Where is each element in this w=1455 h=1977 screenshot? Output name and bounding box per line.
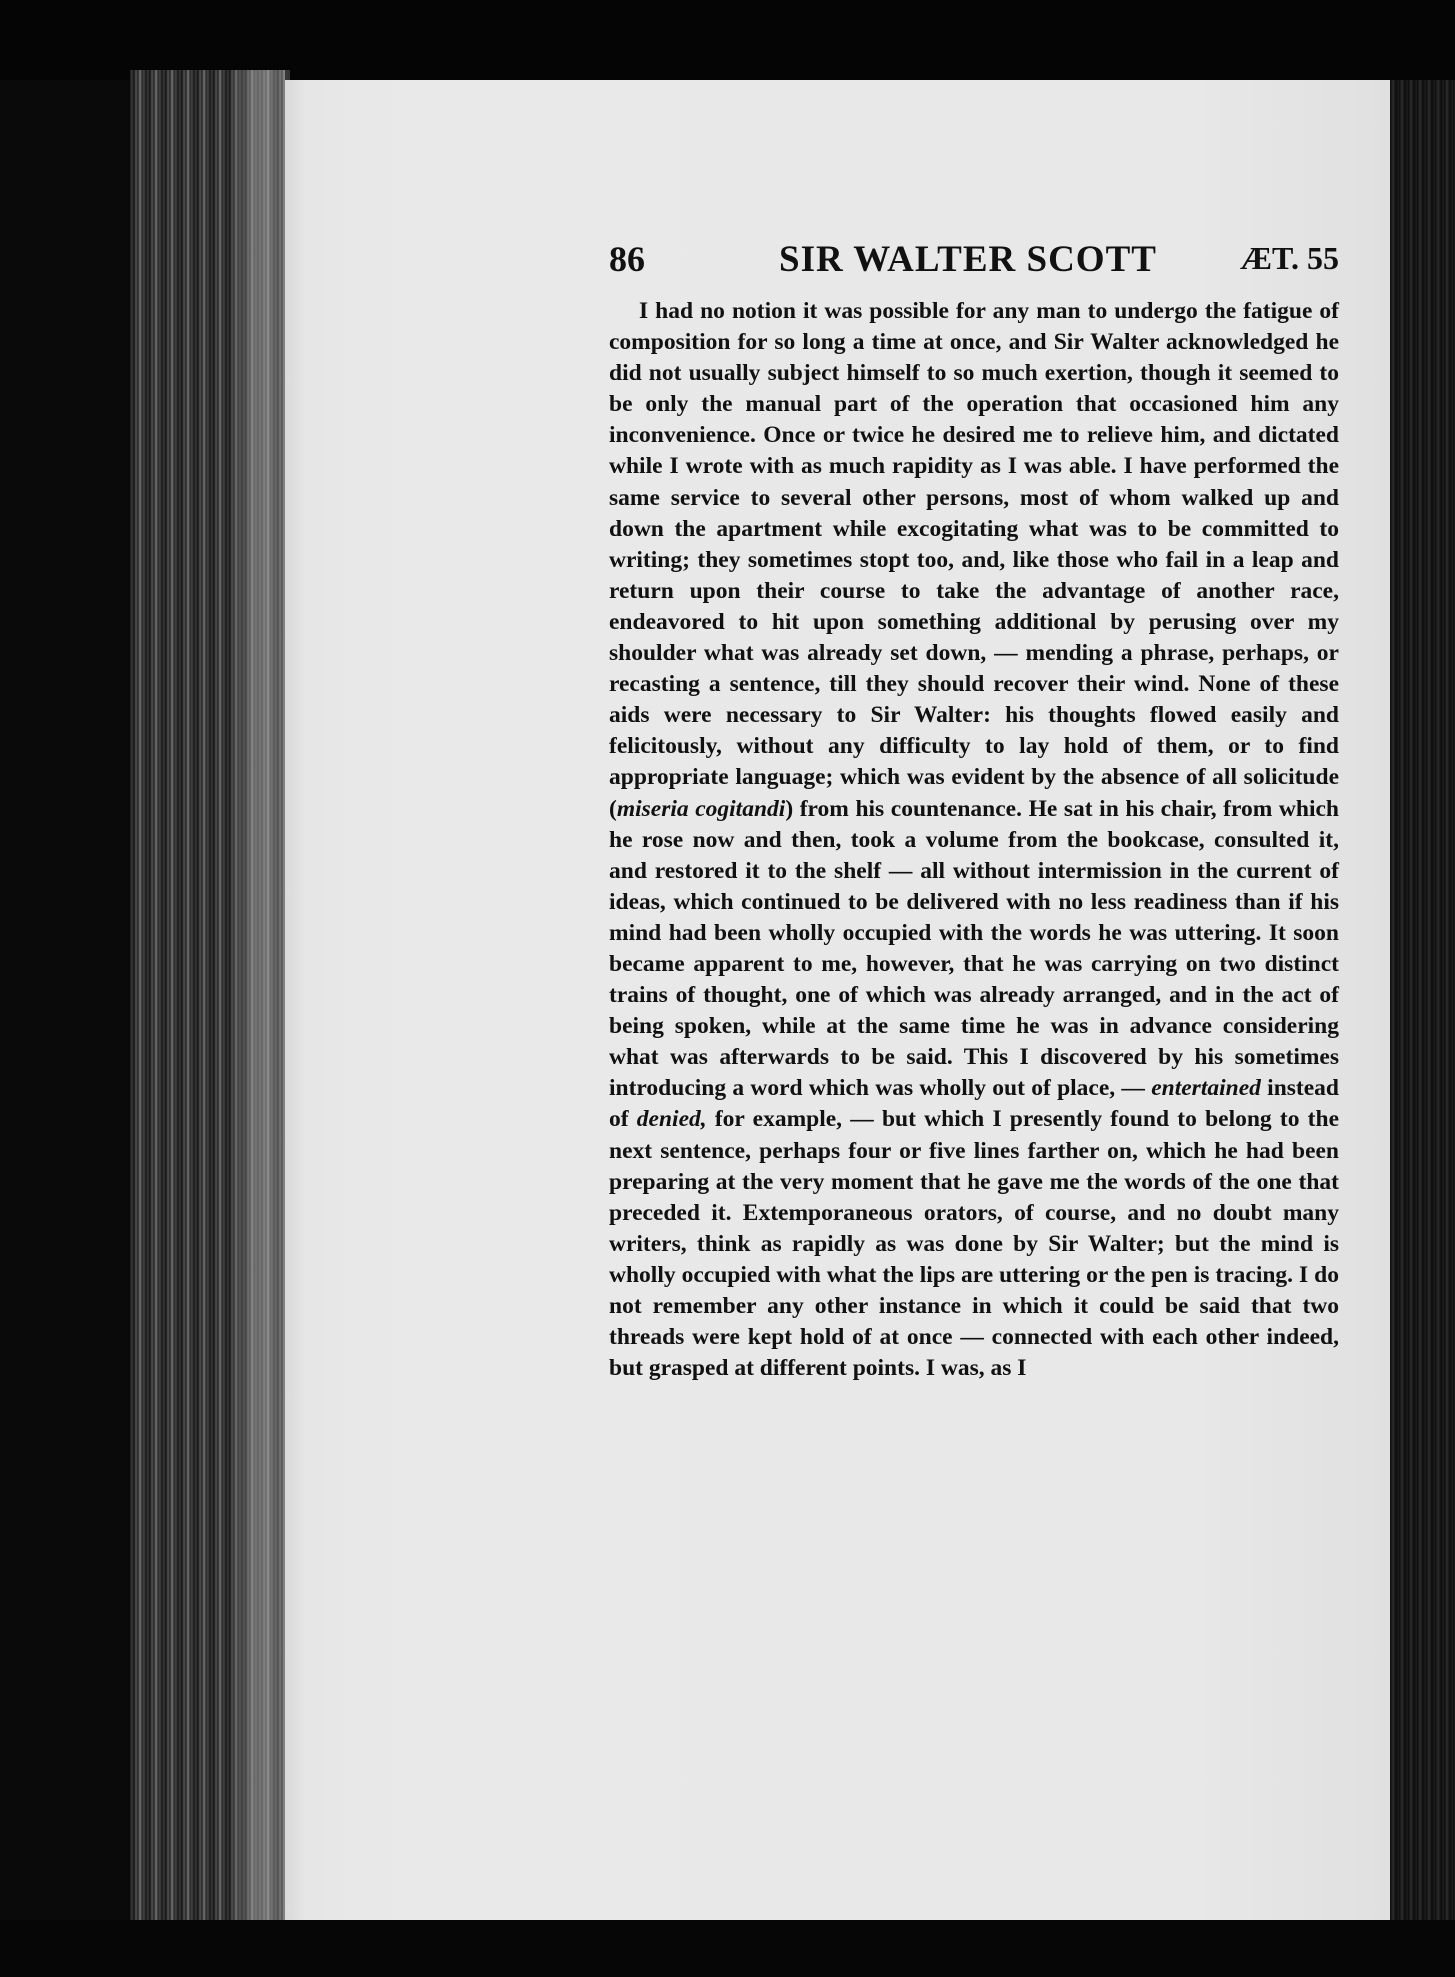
age-marker: ÆT. 55 (1240, 240, 1339, 276)
scan-top-border (0, 0, 1455, 80)
italic-word: denied, (636, 1106, 707, 1133)
page-number: 86 (609, 239, 645, 279)
body-text-run: ) from his countenance. He sat in his chair, from which he rose now and then, took a volume from the bookcase, consulted it, and restored it to the shelf — all without intermission in the current of ideas, which continued to be delivered with no less readiness than if his mind had been wholly occupied with the words he was uttering. It soon became apparent to me, however, that he was carrying on two distinct trains of thought, one of which was already arranged, and in the act of being spoken, while at the same time he was in advance considering what was afterwards to be said. This I discovered by his sometimes introducing a word which was wholly out of place, — (609, 795, 1339, 1102)
body-text-run: for example, — but which I presently found to belong to the next sentence, perhaps four or five lines farther on, which he had been preparing at the very moment that he gave me the words of the one that preceded it. Extemporaneous orators, of course, and no doubt many writers, think as rapidly as was done by Sir Walter; but the mind is wholly occupied with what the lips are uttering or the pen is tracing. I do not remember any other instance in which it could be said that two threads were kept hold of at once — connected with each other indeed, but grasped at different points. I was, as I (609, 1106, 1339, 1382)
body-text-run: I had no notion it was possible for any man to undergo the fatigue of composition for so long a time at once, and Sir Walter acknowledged he did not usually subject himself to so much exertion, though it seemed to be only the manual part of the operation that occasioned him any inconvenience. Once or twice he desired me to relieve him, and dictated while I wrote with as much rapidity as I was able. I have performed the same service to several other persons, most of whom walked up and down the apartment while excogitating what was to be committed to writing; they sometimes stopt too, and, like those who fail in a leap and return upon their course to take the advantage of another race, endeavored to hit upon something additional by perusing over my shoulder what was already set down, — mending a phrase, perhaps, or recasting a sentence, till they should recover their wind. None of these aids were necessary to Sir Walter: his thoughts flowed easily and felicitously, without any difficulty to lay hold of them, or to find appropriate language; which was evident by the absence of all solicitude ( (609, 298, 1339, 822)
body-paragraph (609, 296, 1339, 1384)
scan-bottom-border (0, 1920, 1455, 1977)
body-text-run: instead of (609, 1075, 1339, 1133)
running-header (609, 238, 1339, 288)
gutter-shadow (230, 70, 290, 1925)
running-title: SIR WALTER SCOTT (779, 239, 1157, 280)
italic-phrase: miseria cogitandi (616, 795, 786, 822)
page-stack-edge (1390, 80, 1455, 1920)
italic-word: entertained (1151, 1075, 1261, 1102)
